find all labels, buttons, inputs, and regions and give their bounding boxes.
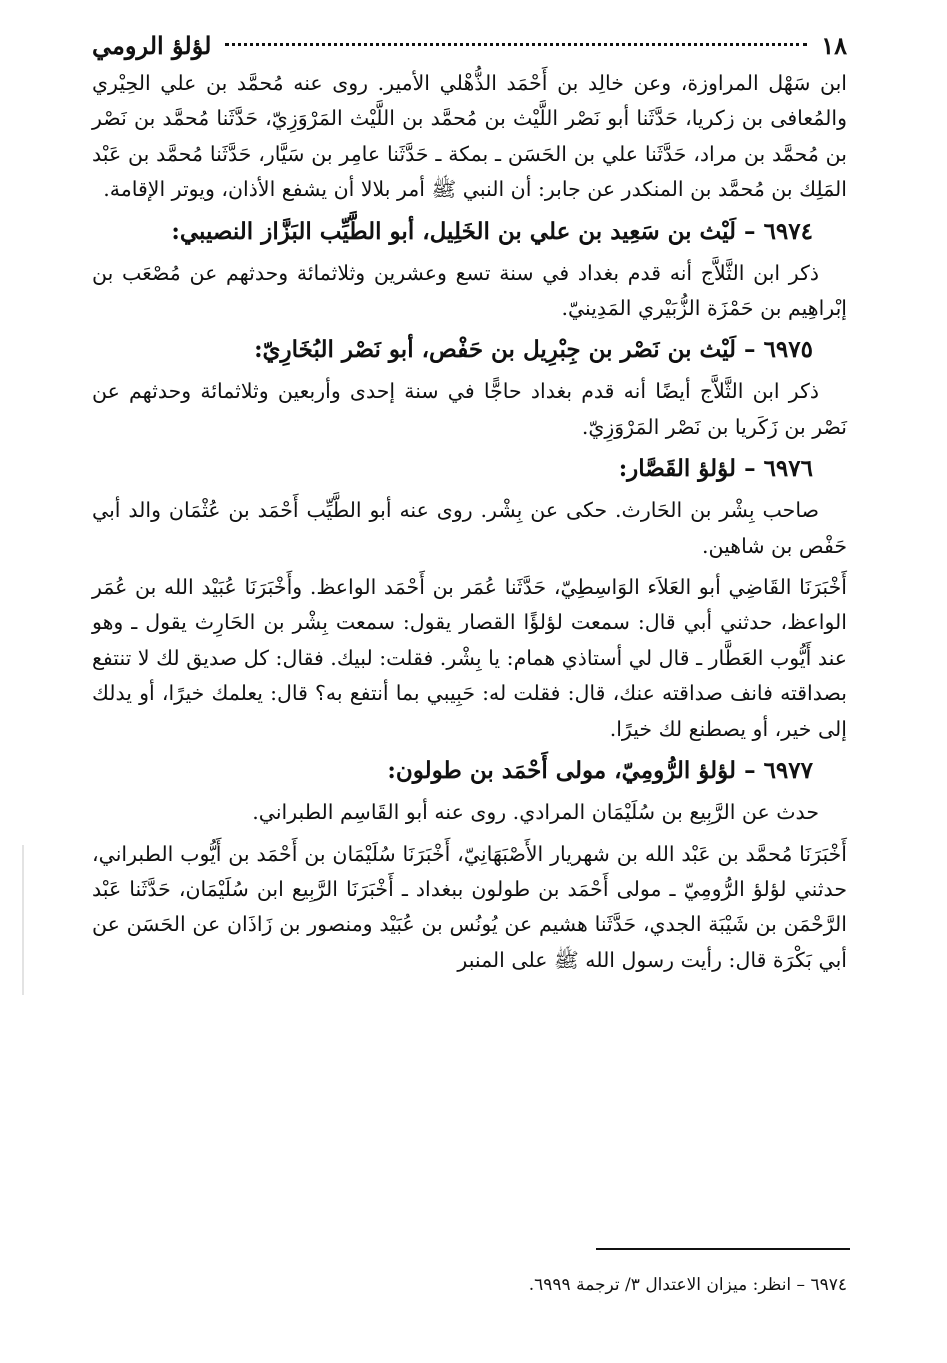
paragraph: أَخْبَرَنَا مُحمَّد بن عَبْد الله بن شهريار الأَصْبَهَانِيّ، أَخْبَرَنَا سُلَيْمَان بن أَحْمَد بن أَيُّوب الطبراني، حدثني لؤلؤ الرُّومِيّ ـ مولى أَحْمَد بن طولون ببغداد ـ أَخْبَرَنَا الرَّبِيع ابن سُلَيْمَان، حَدَّثَنا عَبْد الرَّحْمَن بن شَيْبَة الجدي، حَدَّثَنا هشيم عن يُونُس بن عُبَيْد ومنصور بن زَاذَان عن الحَسَن عن أبي بَكْرَة قال: رأيت رسول الله ﷺ على المنبر (92, 841, 847, 972)
entry-heading: ٦٩٧٧ – لؤلؤ الرُّومِيّ، مولى أَحْمَد بن طولون: (387, 757, 813, 785)
leader-dots (225, 43, 807, 46)
page-number: ١٨ (821, 31, 847, 60)
footnote: ٦٩٧٤ – انظر: ميزان الاعتدال ٣/ ترجمة ٦٩٩٩. (528, 1275, 847, 1295)
entry-heading: ٦٩٧٦ – لؤلؤ القَصَّار: (618, 455, 813, 483)
running-head (92, 26, 847, 66)
paragraph: صاحب بِشْر بن الحَارث. حكى عن بِشْر. روى عنه أبو الطَّيِّب أَحْمَد بن عُثْمَان والد أبي حَفْص بن شاهين. (92, 498, 847, 558)
entry-heading: ٦٩٧٤ – لَيْث بن سَعِيد بن علي بن الخَلِيل، أبو الطَّيِّب البَزَّاز النصيبي: (171, 217, 813, 245)
page (92, 26, 847, 978)
paragraph: ابن سَهْل المراوزة، وعن خالِد بن أَحْمَد الذُّهْلي الأمير. روى عنه مُحمَّد بن علي الحِيْري والمُعافى بن زكريا، حَدَّثَنا أبو نَصْر اللَّيْث بن مُحمَّد بن اللَّيْث المَرْوَزِيّ، حَدَّثَنا مُحمَّد بن نَصْر بن مُحمَّد بن مراد، حَدَّثَنا علي بن الحَسَن ـ بمكة ـ حَدَّثَنا عامِر بن سَيَّار، حَدَّثَنا مُحمَّد بن عَبْد المَلِك بن مُحمَّد بن المنكدر عن جابر: أن النبي ﷺ أمر بلالا أن يشفع الأذان، ويوتر الإقامة. (92, 71, 847, 202)
paragraph: ذكر ابن الثَّلاَّج أنه قدم بغداد في سنة تسع وعشرين وثلاثمائة وحدثهم عن مُصْعَب بن إبْراهِيم بن حَمْزَة الزُّبَيْري المَدِينيّ. (92, 260, 847, 321)
entry-heading: ٦٩٧٥ – لَيْث بن نَصْر بن جِبْرِيل بن حَفْص، أبو نَصْر البُخَارِيّ: (254, 336, 813, 364)
page-body (92, 66, 847, 978)
footnote-rule (596, 1248, 850, 1250)
running-title: لؤلؤ الرومي (92, 31, 212, 60)
paragraph: ذكر ابن الثَّلاَّج أيضًا أنه قدم بغداد حاجًّا في سنة إحدى وأربعين وثلاثمائة وحدثهم عن نَصْر بن زَكَريا بن نَصْر المَرْوَزِيّ. (92, 379, 847, 439)
paragraph: حدث عن الرَّبِيع بن سُلَيْمَان المرادي. روى عنه أبو القَاسِم الطبراني. (252, 800, 819, 825)
paragraph: أَخْبَرَنَا القَاضِي أبو العَلاَء الوَاسِطِيّ، حَدَّثَنا عُمَر بن أَحْمَد الواعظ. وأَخْبَرَنَا عُبَيْد الله بن عُمَر الواعظ، حدثني أبي قال: سمعت لؤلؤًا القصار يقول: سمعت بِشْر بن الحَارِث يقول ـ وهو عند أَيُّوب العَطَّار ـ قال لي أستاذي همام: يا بِشْر. فقلت: لبيك. فقال: كل صديق لك لا تنتفع بصداقته فانف صداقته عنك، قال: فقلت له: حَبِيبي بما أنتفع به؟ قال: يعلمك خيرًا، أو يدلك إلى خير، أو يصطنع لك خيرًا. (92, 575, 847, 741)
margin-mark (22, 845, 24, 995)
